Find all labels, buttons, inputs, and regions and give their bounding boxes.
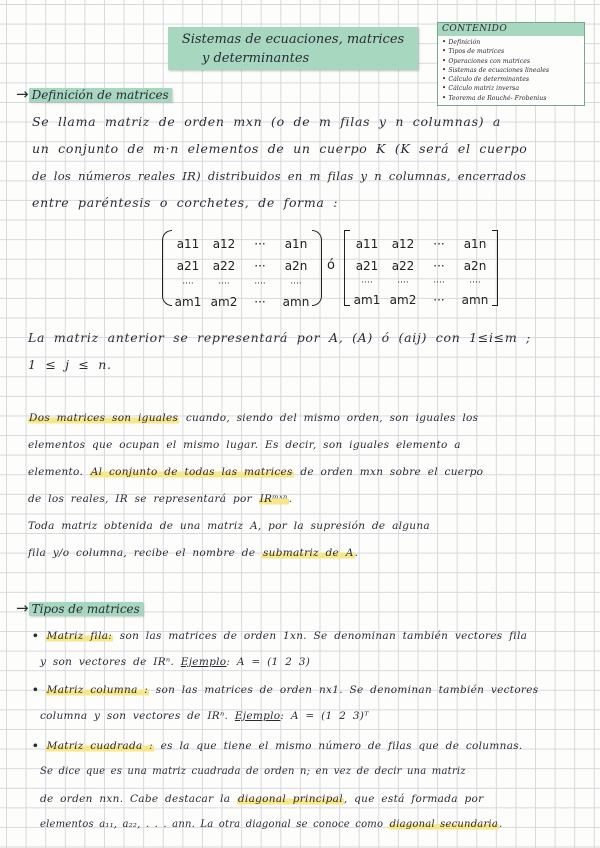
text-span: elemento. xyxy=(28,466,90,478)
text-line xyxy=(40,789,483,809)
matrix-cell: ··· xyxy=(433,259,445,273)
matrix-cell: a21 xyxy=(176,259,200,273)
section-label: Definición de matrices xyxy=(29,88,172,102)
left-bracket xyxy=(344,230,350,306)
right-bracket xyxy=(492,230,498,306)
matrix-grid xyxy=(170,233,314,313)
term-highlight: Matriz columna : xyxy=(46,684,149,696)
matrix-cell: am2 xyxy=(210,295,238,309)
highlight: diagonal principal xyxy=(237,793,343,805)
matrix-cell: ···· xyxy=(254,279,266,289)
text-span: fila y/o columna, recibe el nombre de xyxy=(28,547,262,559)
matrix-connector: ó xyxy=(327,258,335,273)
text-line: La matriz anterior se representará por A, (A) ó (aij) con 1≤i≤m ; xyxy=(28,330,531,345)
text-line: 1 ≤ j ≤ n. xyxy=(28,357,112,372)
arrow-icon: → xyxy=(16,85,29,103)
text-line: Toda matriz obtenida de una matriz A, por la supresión de alguna xyxy=(28,520,430,532)
highlight: diagonal secundaria xyxy=(389,819,498,830)
text-span: . xyxy=(354,547,359,559)
text-span: , que está formada por xyxy=(343,793,484,805)
matrix-cell: a11 xyxy=(355,237,379,251)
matrix-cell: a11 xyxy=(176,237,200,251)
bullet-icon: • xyxy=(32,740,40,752)
matrix-cell: am1 xyxy=(353,293,381,307)
matrix-brackets xyxy=(344,230,498,306)
text-line: entre paréntesis o corchetes, de forma : xyxy=(32,195,339,210)
matrix-cell: am2 xyxy=(389,293,417,307)
matrix-cell: a1n xyxy=(284,237,308,251)
contents-box xyxy=(437,22,585,106)
text-line xyxy=(28,543,358,563)
matrix-cell: a21 xyxy=(355,259,379,273)
bullet-icon: • xyxy=(32,684,40,696)
text-line xyxy=(40,815,502,835)
matrix-cell: ··· xyxy=(254,259,266,273)
contents-item: • Tipos de matrices xyxy=(442,47,584,56)
section-heading-tipos xyxy=(16,598,143,618)
text-span: : A = (1 2 3)ᵀ xyxy=(280,710,369,722)
highlight: Dos matrices son iguales xyxy=(29,412,179,424)
text-span: columna y son vectores de xyxy=(40,710,208,722)
text-line xyxy=(32,626,527,646)
matrix-cell: a22 xyxy=(212,259,236,273)
text-span: IRⁿ. xyxy=(153,656,175,668)
text-line: de los números reales IR) distribuidos en m filas y n columnas, encerrados xyxy=(32,169,527,183)
matrix-cell: ···· xyxy=(397,278,409,288)
text-span: : A = (1 2 3) xyxy=(226,656,311,668)
arrow-icon: → xyxy=(16,599,29,617)
highlight: IRᵐˣⁿ xyxy=(259,493,288,505)
text-span: cuando, siendo del mismo orden, son iguales los xyxy=(179,412,479,424)
text-line xyxy=(32,680,538,700)
matrix-cell: a12 xyxy=(212,237,236,251)
text-line xyxy=(40,706,369,726)
matrix-cell: ··· xyxy=(254,295,266,309)
contents-item: • Sistemas de ecuaciones lineales xyxy=(442,66,584,75)
matrix-cell: ···· xyxy=(182,279,194,289)
text-span: IRⁿ. xyxy=(207,710,229,722)
matrix-cell: ···· xyxy=(290,279,302,289)
matrix-cell: ··· xyxy=(254,237,266,251)
text-span: . xyxy=(288,493,293,505)
right-parenthesis xyxy=(312,230,322,306)
matrix-parentheses xyxy=(162,230,322,309)
text-line xyxy=(40,652,310,672)
text-line: Se llama matriz de orden mxn (o de m filas y n columnas) a xyxy=(32,114,502,129)
matrix-cell: a22 xyxy=(391,259,415,273)
text-span: son las matrices de orden nx1. Se denominan también vectores xyxy=(149,684,539,696)
matrix-cell: a1n xyxy=(463,237,487,251)
text-span: elementos a₁₁, a₂₂, . . . ann. La otra diagonal se conoce como xyxy=(40,819,389,830)
title-line-2: y determinantes xyxy=(202,51,310,66)
matrix-cell: ··· xyxy=(433,293,445,307)
text-span: son las matrices de orden 1xn. Se denominan también vectores fila xyxy=(113,630,528,642)
matrix-cell: a2n xyxy=(463,259,487,273)
text-line: elementos que ocupan el mismo lugar. Es decir, son iguales elemento a xyxy=(28,439,461,451)
contents-item: • Cálculo matriz inversa xyxy=(442,84,584,93)
contents-item: • Operaciones con matrices xyxy=(442,57,584,66)
contents-item: • Teorema de Rouché- Frobenius xyxy=(442,94,584,103)
highlight: submatriz de A xyxy=(262,547,354,559)
text-line: Se dice que es una matriz cuadrada de orden n; en vez de decir una matriz xyxy=(40,766,466,777)
text-span: es la que tiene el mismo número de filas que de columnas. xyxy=(154,740,523,752)
text-span: de orden nxn. Cabe destacar la xyxy=(40,793,237,805)
matrix-cell: amn xyxy=(461,293,489,307)
matrix-cell: ···· xyxy=(361,278,373,288)
bullet-icon: • xyxy=(32,630,40,642)
matrix-cell: ···· xyxy=(218,279,230,289)
text-line xyxy=(28,489,292,509)
matrix-cell: a2n xyxy=(284,259,308,273)
text-line xyxy=(28,408,478,428)
contents-list xyxy=(438,38,584,103)
text-span: de los reales, IR se representará por xyxy=(28,493,259,505)
text-span: y son vectores de xyxy=(40,656,154,668)
text-span: . xyxy=(499,819,503,830)
text-line: un conjunto de m·n elementos de un cuerpo K (K será el cuerpo xyxy=(32,141,528,156)
section-heading-definicion xyxy=(16,84,172,104)
matrix-cell: ··· xyxy=(433,237,445,251)
matrix-cell: ···· xyxy=(433,278,445,288)
contents-item: • Definición xyxy=(442,38,584,47)
contents-heading: CONTENIDO xyxy=(438,23,584,36)
left-parenthesis xyxy=(162,230,172,306)
title-line-1: Sistemas de ecuaciones, matrices xyxy=(181,32,405,47)
text-line xyxy=(32,736,523,756)
contents-item: • Cálculo de determinantes xyxy=(442,75,584,84)
matrix-cell: ···· xyxy=(469,278,481,288)
section-label: Tipos de matrices xyxy=(29,602,143,616)
term-highlight: Matriz fila: xyxy=(46,630,113,642)
matrix-cell: amn xyxy=(282,295,310,309)
highlight: Al conjunto de todas las matrices xyxy=(90,466,293,478)
text-line xyxy=(28,462,483,482)
example-label: Ejemplo xyxy=(180,656,227,668)
page-title xyxy=(168,27,418,70)
matrix-grid xyxy=(349,233,493,311)
term-highlight: Matriz cuadrada : xyxy=(46,740,153,752)
matrix-cell: a12 xyxy=(391,237,415,251)
example-label: Ejemplo xyxy=(234,710,281,722)
matrix-cell: am1 xyxy=(174,295,202,309)
text-span: de orden mxn sobre el cuerpo xyxy=(293,466,484,478)
